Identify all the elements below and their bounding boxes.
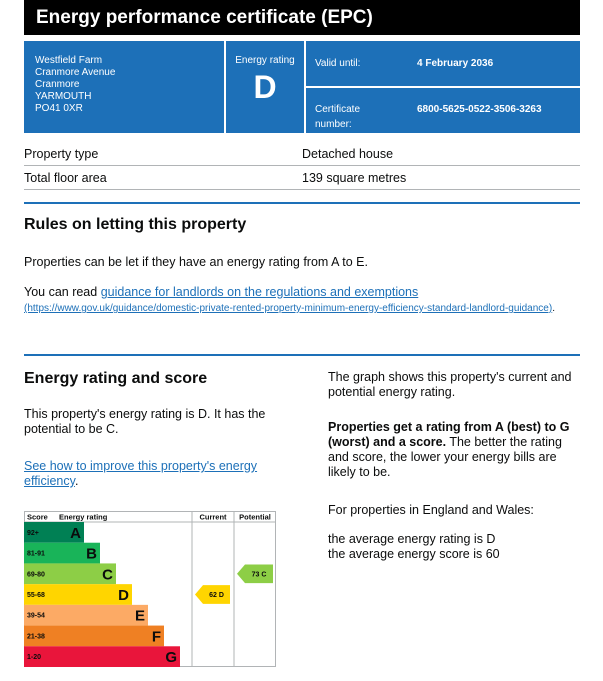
valid-until-row (315, 56, 580, 71)
divider (306, 86, 580, 88)
current-header: Current (199, 512, 227, 522)
rating-explanation-bold: Properties get a rating from A (best) to G (worst) and a score. (328, 420, 570, 449)
band-letter-label: C (102, 566, 113, 584)
band-letter-label: A (70, 524, 81, 542)
floor-area-label: Total floor area (24, 170, 107, 185)
band-range-label: 1-20 (27, 654, 42, 662)
valid-until-label: Valid until: (315, 58, 361, 69)
landlord-guidance-url-link[interactable]: (https://www.gov.uk/guidance/domestic-private-rented-property-minimum-energy-efficiency-standard-landlord-guidance) (24, 303, 553, 314)
rating-explanation (328, 420, 583, 480)
certificate-label-line: number: (315, 119, 352, 130)
property-type-value: Detached house (302, 146, 394, 161)
graph-explanation: The graph shows this property's current and potential energy rating. (328, 370, 572, 399)
energy-rating-box (226, 41, 306, 133)
potential-header: Potential (239, 512, 271, 522)
floor-area-value: 139 square metres (302, 170, 407, 185)
band-letter-label: G (165, 649, 177, 667)
improve-efficiency (24, 459, 284, 489)
letting-paragraph: Properties can be let if they have an energy rating from A to E. (24, 255, 368, 269)
certificate-number-value: 6800-5625-0522-3506-3263 (417, 104, 542, 115)
address-line: Westfield Farm (35, 55, 103, 66)
band-range-label: 55-68 (27, 592, 45, 599)
energy-rating-header: Energy rating (59, 512, 108, 522)
landlord-guidance-link[interactable]: guidance for landlords on the regulations and exemptions (100, 285, 419, 299)
section-divider (24, 202, 580, 204)
band-letter-label: B (86, 545, 97, 563)
band-letter-label: F (151, 628, 161, 646)
band-range-label: 69-80 (27, 571, 45, 579)
band-range-label: 21-38 (27, 633, 45, 641)
score-header: Score (27, 512, 48, 522)
address-line: YARMOUTH (35, 91, 92, 102)
letting-heading: Rules on letting this property (24, 216, 247, 233)
rating-explanation-rest: The better the rating and score, the lower your energy bills are likely to be. (328, 435, 562, 479)
region-label: For properties in England and Wales: (328, 503, 534, 517)
guidance-end: . (552, 303, 555, 314)
energy-rating-chart (24, 511, 276, 667)
current-rating-marker-label: 62 D (209, 592, 224, 599)
certificate-number-label (315, 102, 417, 132)
improve-efficiency-link[interactable]: See how to improve this property's energy efficiency (24, 459, 258, 488)
potential-rating-marker-label: 73 C (251, 571, 267, 579)
section-divider (24, 354, 580, 356)
page-title: Energy performance certificate (EPC) (24, 0, 580, 35)
average-info (328, 532, 583, 562)
band-range-label: 81-91 (27, 550, 45, 558)
address-line: PO41 0XR (35, 103, 83, 114)
rating-band-g (24, 646, 180, 667)
band-range-label: 39-54 (27, 612, 45, 620)
energy-rating-heading: Energy rating and score (24, 370, 208, 387)
energy-rating-label: Energy rating (235, 55, 295, 66)
average-rating: the average energy rating is D (328, 532, 496, 546)
property-type-label: Property type (24, 146, 99, 161)
rating-band-f (24, 626, 164, 647)
floor-area-row (24, 166, 580, 190)
property-type-row (24, 142, 580, 166)
letting-guidance (24, 285, 584, 316)
average-score: the average energy score is 60 (328, 547, 500, 561)
certificate-meta (306, 41, 580, 133)
address-line: Cranmore Avenue (35, 67, 116, 78)
energy-rating-value: D (253, 69, 277, 105)
band-letter-label: E (134, 607, 145, 625)
address (24, 41, 226, 133)
certificate-label-line: Certificate (315, 104, 361, 115)
band-letter-label: D (118, 587, 129, 604)
guidance-prefix: You can read (24, 285, 101, 299)
certificate-summary (24, 41, 580, 133)
valid-until-value: 4 February 2036 (417, 58, 494, 69)
improve-end: . (74, 474, 79, 488)
band-range-label: 92+ (27, 529, 39, 537)
certificate-number-row (315, 102, 580, 132)
energy-rating-paragraph: This property's energy rating is D. It has the potential to be C. (24, 407, 266, 436)
address-line: Cranmore (35, 79, 80, 90)
